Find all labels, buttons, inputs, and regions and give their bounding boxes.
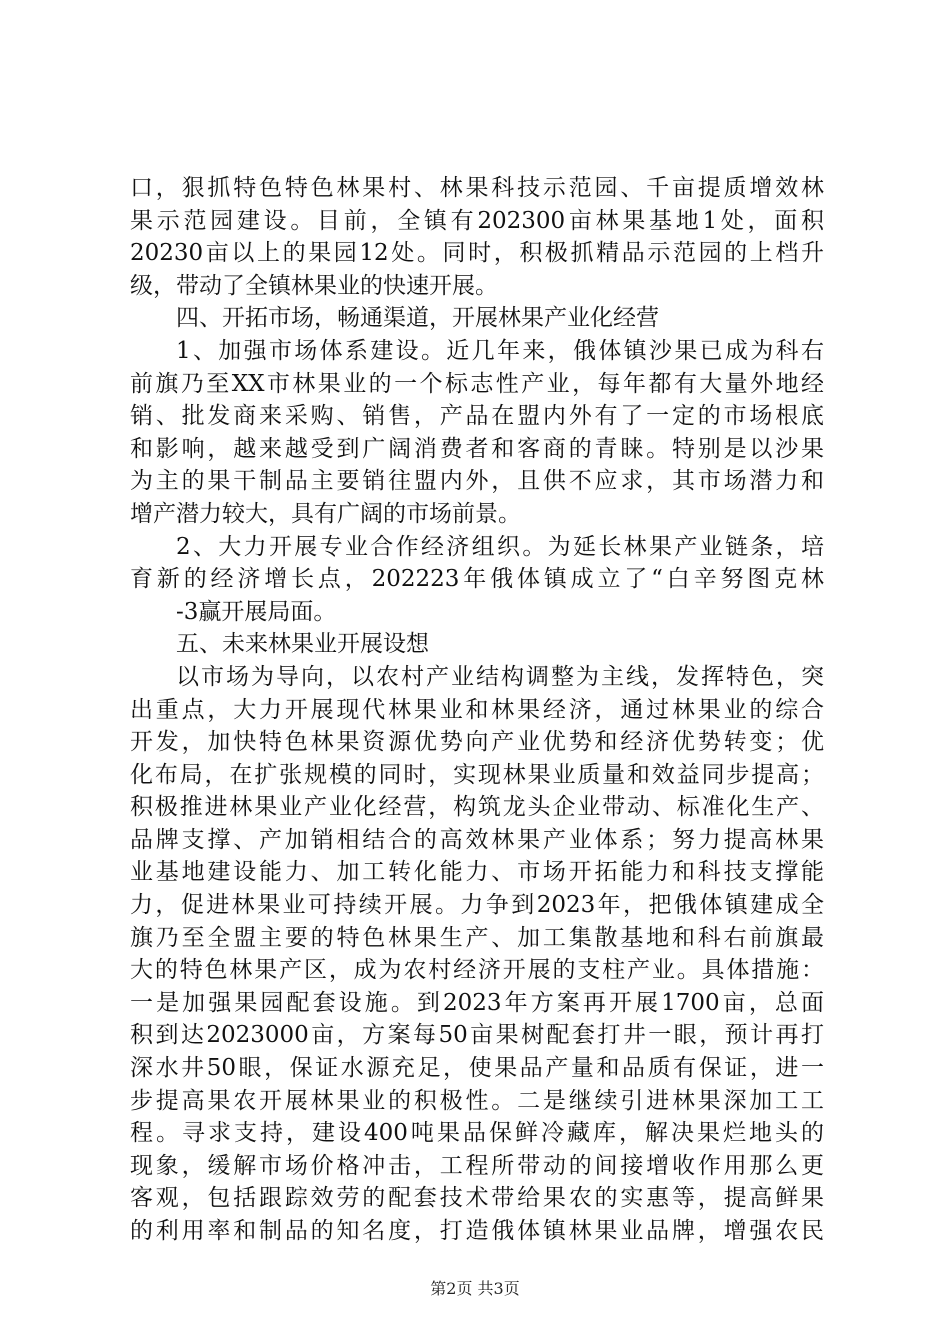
text-line: 1、加强市场体系建设。近几年来，俄体镇沙果已成为科右 bbox=[176, 337, 824, 364]
text-line: 大的特色林果产区，成为农村经济开展的支柱产业。具体措施： bbox=[130, 957, 824, 984]
document-body bbox=[130, 172, 824, 1248]
section-heading: 四、开拓市场，畅通渠道，开展林果产业化经营 bbox=[176, 305, 659, 332]
text-line: 级，带动了全镇林果业的快速开展。 bbox=[130, 272, 498, 299]
text-line: 出重点，大力开展现代林果业和林果经济，通过林果业的综合 bbox=[130, 696, 824, 723]
text-line: 现象，缓解市场价格冲击，工程所带动的间接增收作用那么更 bbox=[130, 1152, 824, 1179]
text-line: 和影响，越来越受到广阔消费者和客商的青睐。特别是以沙果 bbox=[130, 435, 824, 462]
text-line: 客观，包括跟踪效劳的配套技术带给果农的实惠等，提高鲜果 bbox=[130, 1185, 824, 1212]
text-line: 为主的果干制品主要销往盟内外，且供不应求，其市场潜力和 bbox=[130, 468, 824, 495]
text-line: 品牌支撑、产加销相结合的高效林果产业体系；努力提高林果 bbox=[130, 826, 824, 853]
text-line: 步提高果农开展林果业的积极性。二是继续引进林果深加工工 bbox=[130, 1087, 824, 1114]
text-line: 一是加强果园配套设施。到2023年方案再开展1700亩，总面 bbox=[130, 989, 824, 1016]
text-line: 销、批发商来采购、销售，产品在盟内外有了一定的市场根底 bbox=[130, 403, 824, 430]
text-line: 业基地建设能力、加工转化能力、市场开拓能力和科技支撑能 bbox=[130, 859, 824, 886]
text-line: 口，狠抓特色特色林果村、林果科技示范园、千亩提质增效林 bbox=[130, 175, 824, 201]
text-line: 旗乃至全盟主要的特色林果生产、加工集散基地和科右前旗最 bbox=[130, 924, 824, 951]
text-line: 以市场为导向，以农村产业结构调整为主线，发挥特色，突 bbox=[176, 663, 824, 690]
text-line: 积到达2023000亩，方案每50亩果树配套打井一眼，预计再打 bbox=[130, 1022, 824, 1049]
text-line: 前旗乃至XX市林果业的一个标志性产业，每年都有大量外地经 bbox=[130, 370, 824, 397]
text-line: 增产潜力较大，具有广阔的市场前景。 bbox=[130, 500, 521, 527]
text-line: -3赢开展局面。 bbox=[176, 598, 337, 625]
section-heading: 五、未来林果业开展设想 bbox=[176, 631, 429, 658]
text-line: 开发，加快特色林果资源优势向产业优势和经济优势转变；优 bbox=[130, 729, 824, 756]
text-line: 深水井50眼，保证水源充足，使果品产量和品质有保证，进一 bbox=[130, 1055, 824, 1082]
text-line: 果示范园建设。目前，全镇有202300亩林果基地1处，面积 bbox=[130, 207, 824, 234]
text-line: 2、大力开展专业合作经济组织。为延长林果产业链条，培 bbox=[176, 533, 824, 560]
text-line: 积极推进林果业产业化经营，构筑龙头企业带动、标准化生产、 bbox=[130, 794, 824, 821]
page-number: 第2页 共3页 bbox=[430, 1279, 520, 1298]
text-line: 20230亩以上的果园12处。同时，积极抓精品示范园的上档升 bbox=[130, 240, 824, 267]
text-line: 力，促进林果业可持续开展。力争到2023年，把俄体镇建成全 bbox=[130, 892, 824, 919]
text-line: 的利用率和制品的知名度，打造俄体镇林果业品牌，增强农民 bbox=[130, 1218, 824, 1244]
text-line: 程。寻求支持，建设400吨果品保鲜冷藏库，解决果烂地头的 bbox=[130, 1120, 824, 1147]
text-line: 化布局，在扩张规模的同时，实现林果业质量和效益同步提高； bbox=[130, 761, 824, 788]
text-line: 育新的经济增长点，202223年俄体镇成立了“白辛努图克林 bbox=[130, 566, 824, 593]
